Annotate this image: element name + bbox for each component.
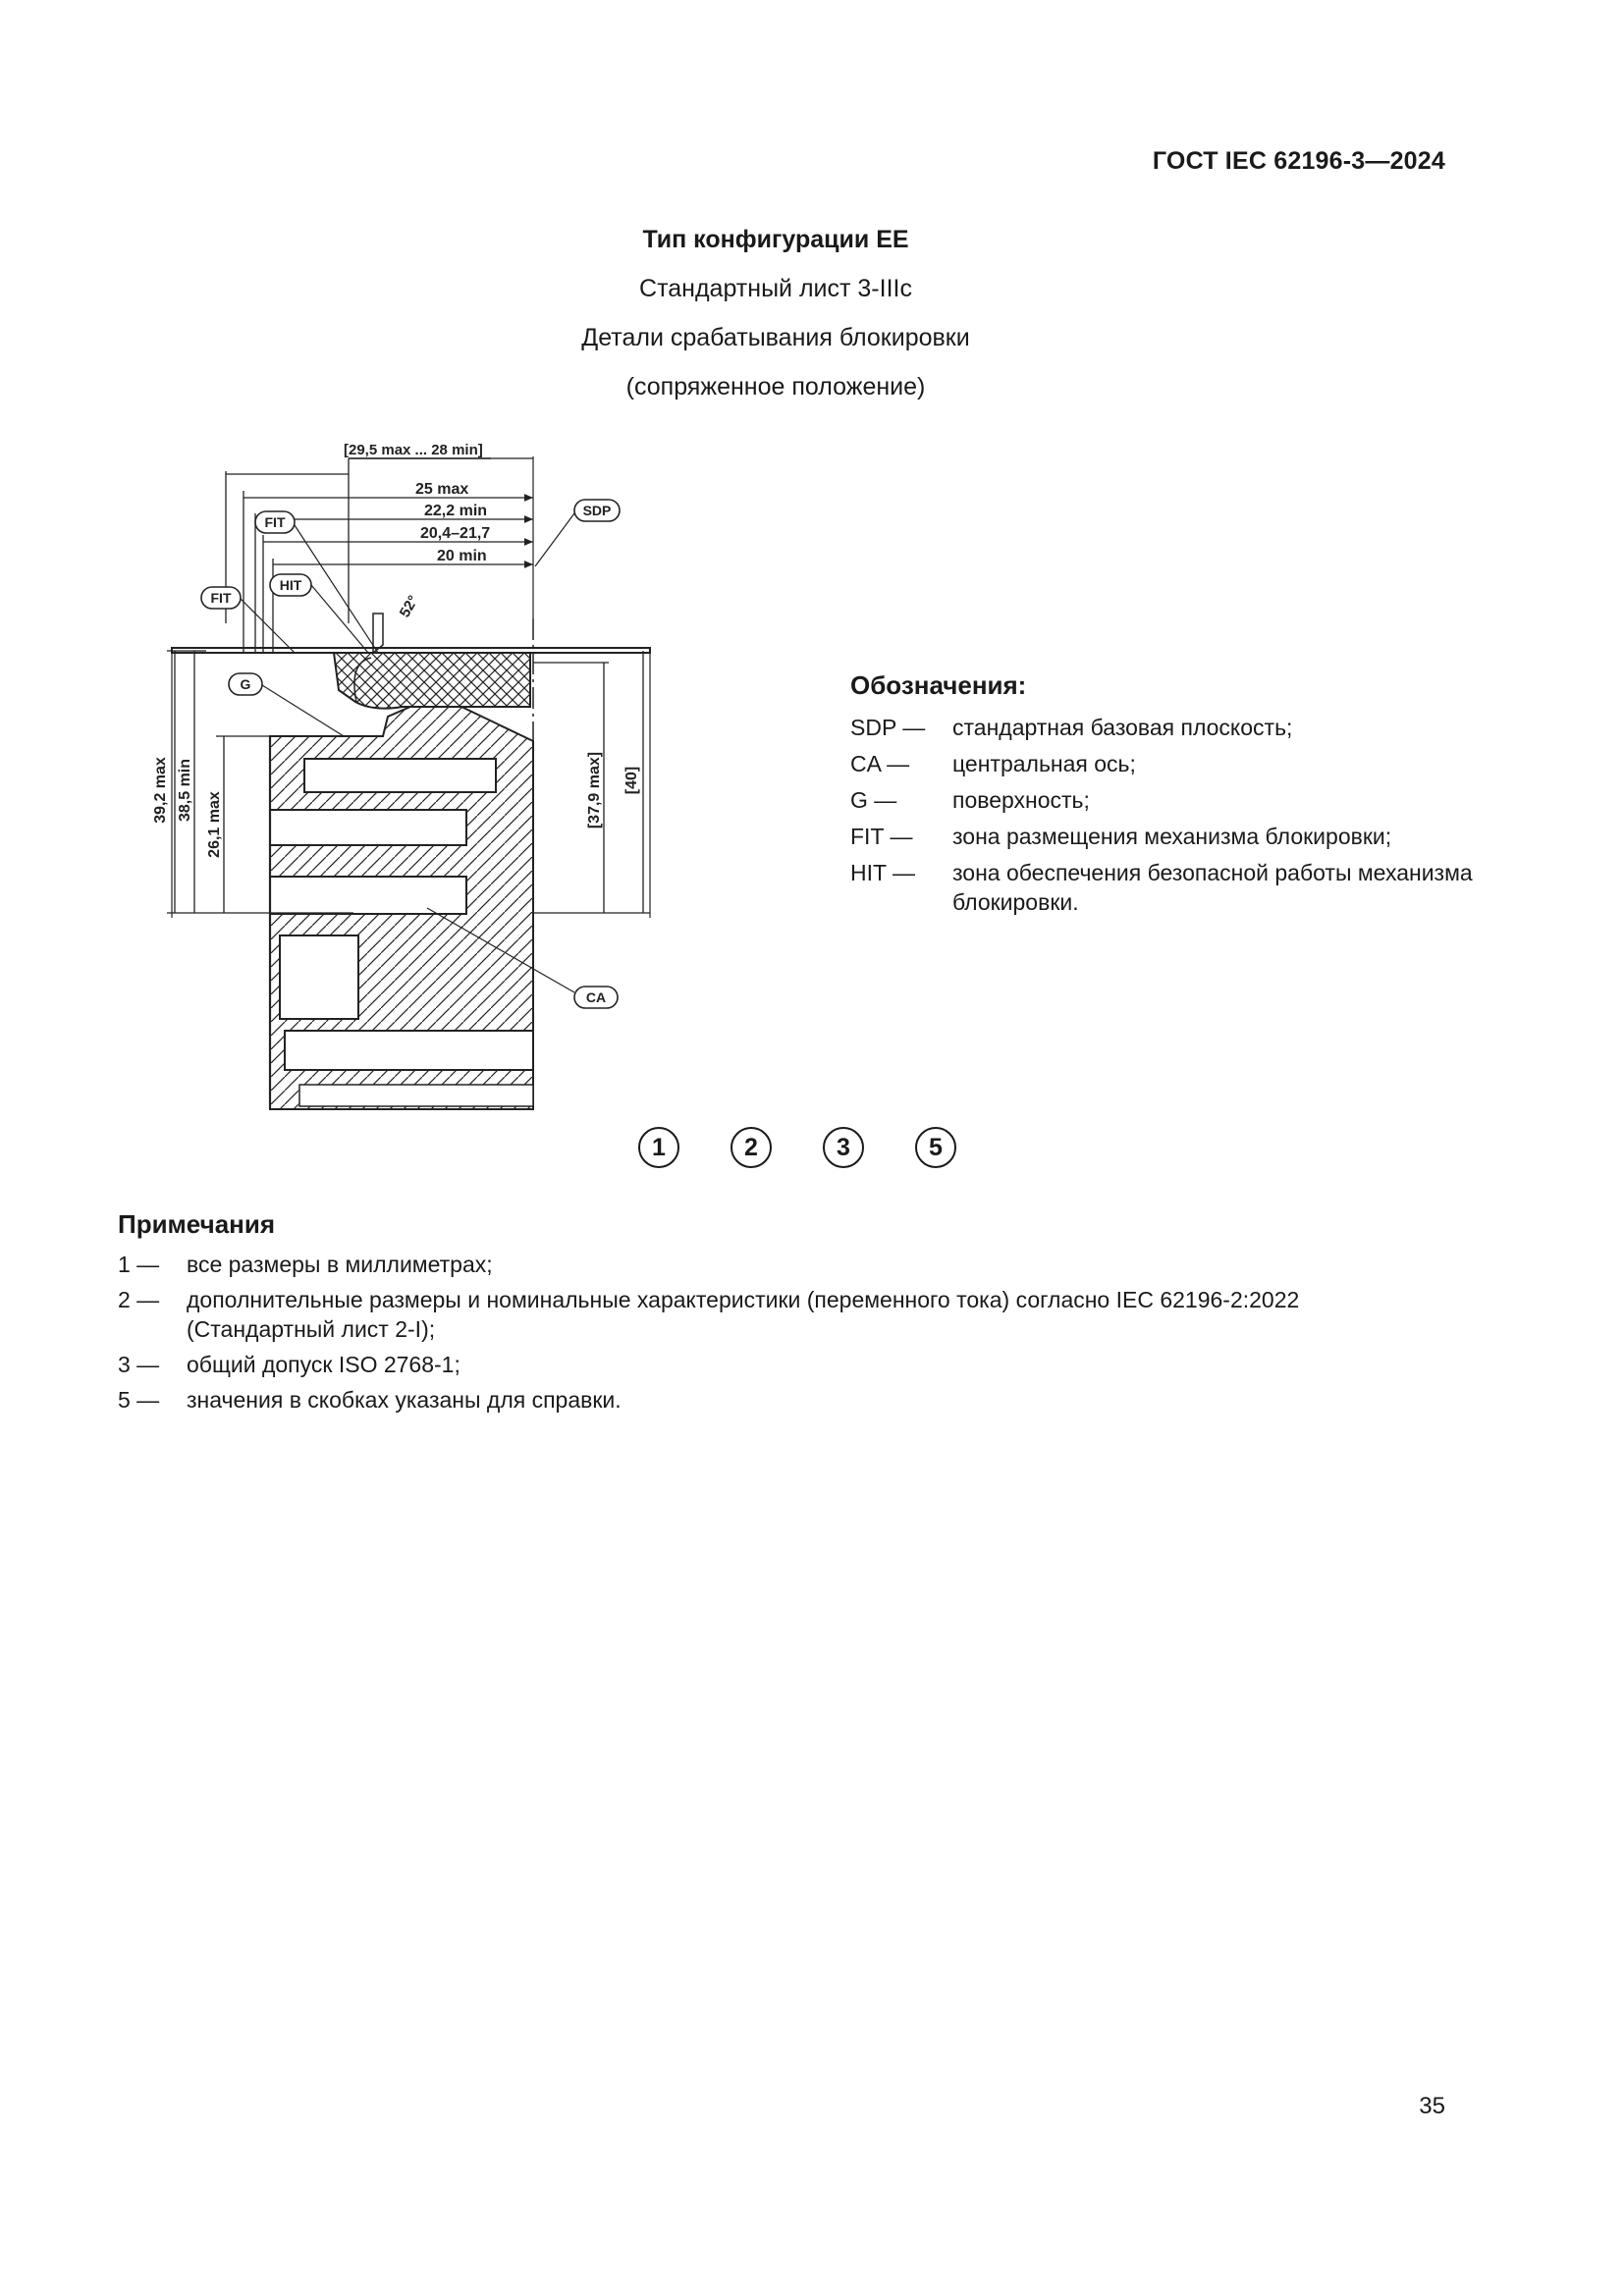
figure-subtitle-details: Детали срабатывания блокировки: [581, 324, 970, 351]
callout-sdp: SDP: [582, 503, 612, 518]
note-item: 5 — значения в скобках указаны для справки.: [118, 1387, 622, 1413]
dim-label: 39,2 max: [152, 757, 169, 824]
document-code: ГОСТ IEC 62196-3—2024: [1152, 147, 1445, 175]
dim-label: 22,2 min: [424, 503, 488, 519]
circled-number: 2: [731, 1127, 772, 1168]
dim-label: [37,9 max]: [586, 751, 603, 829]
notes-title: Примечания: [118, 1209, 276, 1239]
figure-subtitle-sheet: Стандартный лист 3-IIIc: [639, 275, 912, 302]
dim-label: 20 min: [437, 548, 487, 564]
callout-hit: HIT: [279, 577, 302, 593]
legend-title: Обозначения:: [850, 670, 1027, 700]
circled-number: 1: [638, 1127, 679, 1168]
legend: [850, 670, 1479, 924]
callout-fit: FIT: [210, 590, 232, 606]
dim-label: 38,5 min: [177, 758, 193, 823]
circled-number: 3: [823, 1127, 864, 1168]
circled-number: 5: [915, 1127, 956, 1168]
technical-drawing: [147, 417, 658, 1114]
figure-title: Тип конфигурации EE: [642, 226, 909, 253]
dim-label: 20,4–21,7: [420, 525, 491, 542]
dim-label: [40]: [623, 766, 640, 795]
callout-fit: FIT: [264, 514, 286, 530]
legend-item: G — поверхность;: [850, 787, 1090, 813]
dim-label: 25 max: [415, 481, 469, 498]
legend-item: SDP — стандартная базовая плоскость;: [850, 715, 1293, 740]
dim-label: 26,1 max: [206, 791, 223, 858]
note-item: 3 — общий допуск ISO 2768-1;: [118, 1352, 460, 1377]
note-item: 2 — дополнительные размеры и номинальные характеристики (переменного тока) согласно IEC 62196-2:2022 (Стандартный лист 2-I);: [118, 1287, 1300, 1342]
legend-item: FIT — зона размещения механизма блокировки;: [850, 824, 1392, 849]
note-item: 1 — все размеры в миллиметрах;: [118, 1252, 493, 1277]
page-number: 35: [1419, 2093, 1445, 2119]
angle-label: 52°: [396, 592, 422, 620]
notes-section: [118, 1209, 1453, 1420]
callout-g: G: [240, 676, 251, 692]
legend-item: CA — центральная ось;: [850, 751, 1136, 776]
callout-ca: CA: [585, 989, 607, 1005]
figure-subtitle-position: (сопряженное положение): [625, 373, 926, 400]
legend-item: HIT — зона обеспечения безопасной работы механизма блокировки.: [850, 860, 1473, 915]
circled-note-references: [638, 1127, 1007, 1168]
dim-label: [29,5 max ... 28 min]: [344, 442, 483, 458]
